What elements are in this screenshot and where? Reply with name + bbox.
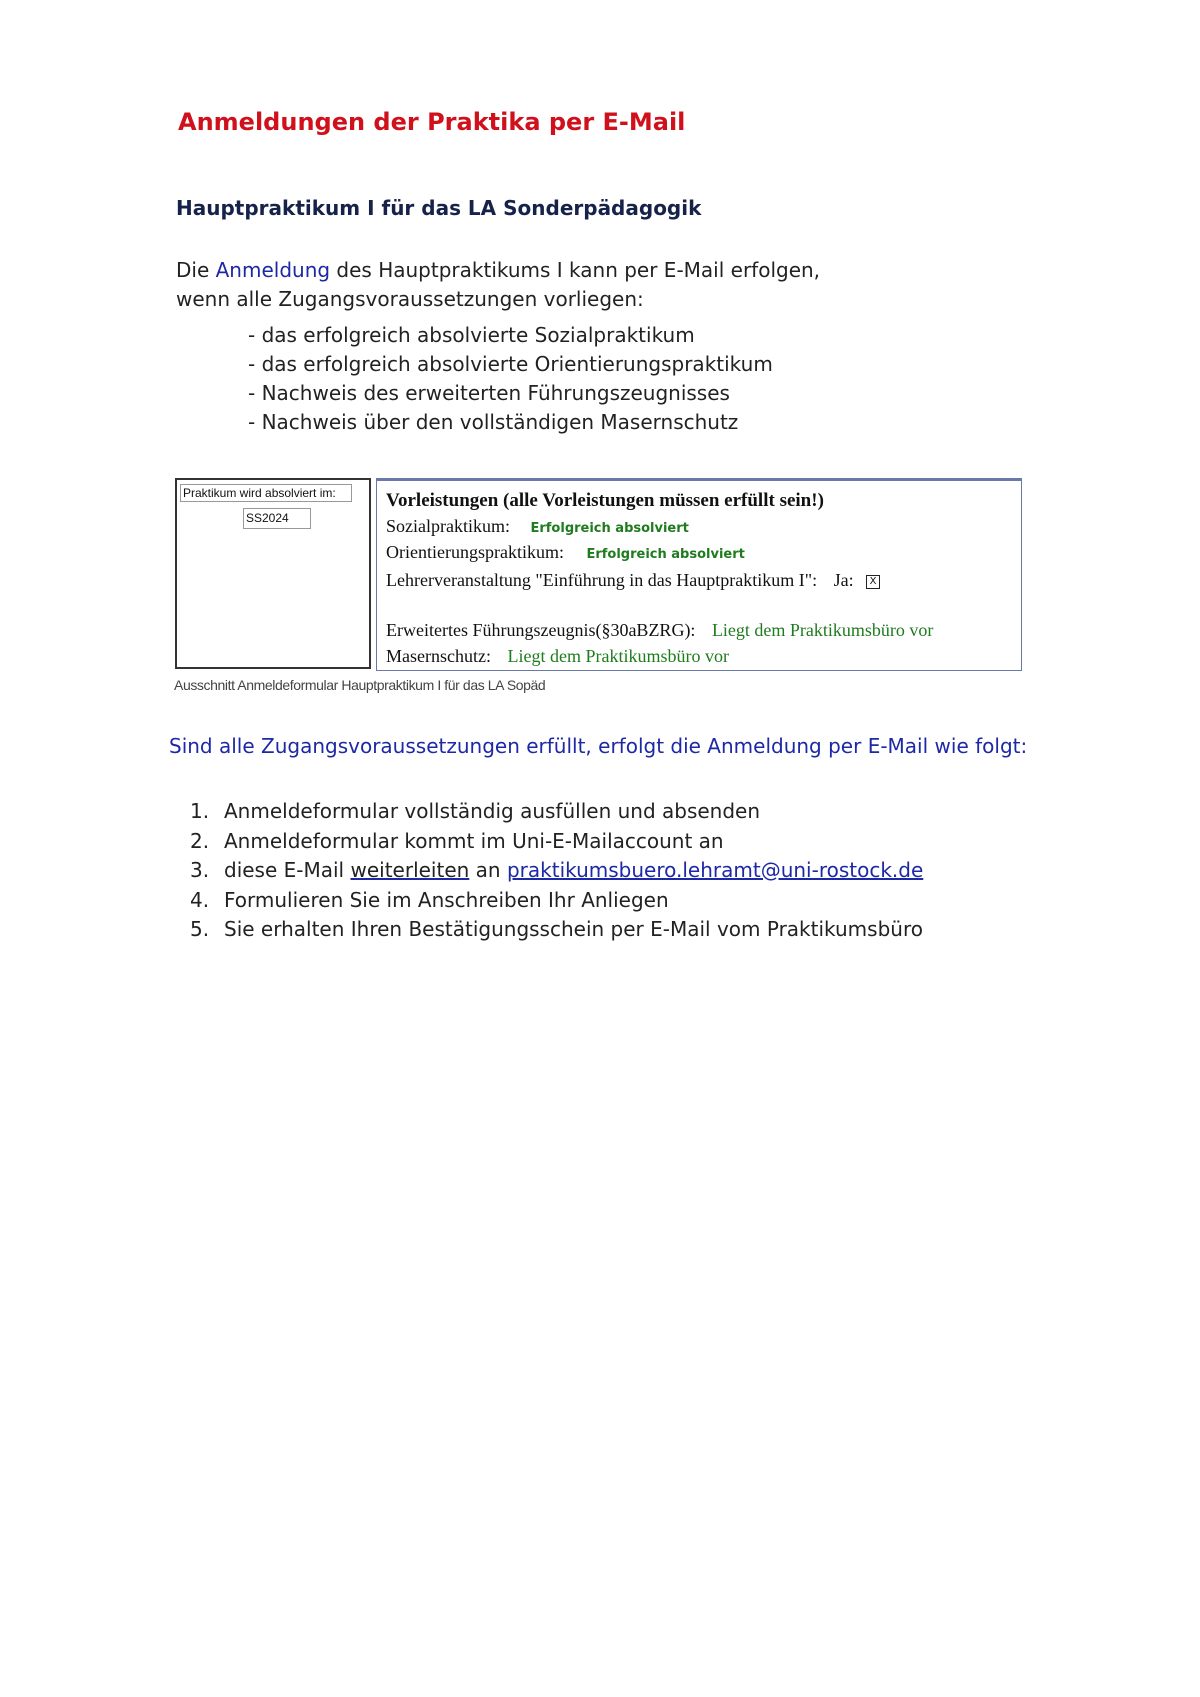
figure-caption: Ausschnitt Anmeldeformular Hauptpraktikum I für das LA Sopäd xyxy=(174,677,546,693)
step-item xyxy=(190,915,923,945)
masern-status: Liegt dem Praktikumsbüro vor xyxy=(507,646,729,666)
anmeldung-highlight: Anmeldung xyxy=(215,258,331,282)
intro-line-1 xyxy=(176,256,820,285)
step-item xyxy=(190,797,923,827)
requirement-item: - Nachweis des erweiterten Führungszeugnisses xyxy=(248,381,730,405)
section-heading: Hauptpraktikum I für das LA Sonderpädagogik xyxy=(176,196,702,220)
step-item xyxy=(190,856,923,886)
semester-field: SS2024 xyxy=(243,508,311,529)
semester-label: Praktikum wird absolviert im: xyxy=(180,484,352,502)
email-link[interactable]: praktikumsbuero.lehramt@uni-rostock.de xyxy=(506,858,924,882)
sozial-status: Erfolgreich absolviert xyxy=(530,521,689,536)
requirements-list xyxy=(248,321,773,437)
lehrer-label: Lehrerveranstaltung "Einführung in das Hauptpraktikum I": xyxy=(386,570,818,590)
lehrer-checkbox: X xyxy=(866,575,880,589)
orient-row xyxy=(386,542,745,563)
requirement-item: - das erfolgreich absolvierte Sozialpraktikum xyxy=(248,323,695,347)
step-item xyxy=(190,827,923,857)
step-number: 5. xyxy=(190,917,210,941)
step-number: 3. xyxy=(190,858,210,882)
orient-status: Erfolgreich absolviert xyxy=(586,547,745,562)
step-text-mid: an xyxy=(469,858,507,882)
intro-paragraph xyxy=(176,256,820,314)
masern-row xyxy=(386,646,729,667)
step-text: Formulieren Sie im Anschreiben Ihr Anliegen xyxy=(224,887,669,912)
fuehrung-row xyxy=(386,620,933,641)
step-text-pre: diese E-Mail xyxy=(224,858,351,882)
step-item xyxy=(190,886,923,916)
lehrer-ja: Ja: xyxy=(833,570,854,590)
step-text: Anmeldeformular vollständig ausfüllen und absenden xyxy=(224,799,761,823)
semester-panel xyxy=(175,478,371,669)
masern-label: Masernschutz: xyxy=(386,646,491,666)
lehrer-row xyxy=(386,570,880,591)
sozial-label: Sozialpraktikum: xyxy=(386,516,510,536)
intro-line-2: wenn alle Zugangsvoraussetzungen vorliegen: xyxy=(176,287,644,311)
fuehrung-label: Erweitertes Führungszeugnis(§30aBZRG): xyxy=(386,620,696,640)
step-number: 4. xyxy=(190,887,210,912)
fuehrung-status: Liegt dem Praktikumsbüro vor xyxy=(711,620,934,640)
intro-rest: des Hauptpraktikums I kann per E-Mail erfolgen, xyxy=(330,258,821,282)
step-text: Sie erhalten Ihren Bestätigungsschein per E-Mail vom Praktikumsbüro xyxy=(224,917,923,941)
steps-list xyxy=(190,797,923,945)
condition-text: Sind alle Zugangsvoraussetzungen erfüllt, erfolgt die Anmeldung per E-Mail wie folgt: xyxy=(169,734,1028,758)
page-title: Anmeldungen der Praktika per E-Mail xyxy=(178,108,686,136)
step-text: Anmeldeformular kommt im Uni-E-Mailaccount an xyxy=(224,828,724,853)
requirement-item: - Nachweis über den vollständigen Masernschutz xyxy=(248,410,739,434)
step-number: 1. xyxy=(190,799,210,823)
orient-label: Orientierungspraktikum: xyxy=(386,542,564,562)
prerequisites-heading: Vorleistungen (alle Vorleistungen müssen erfüllt sein!) xyxy=(386,490,824,511)
step-number: 2. xyxy=(190,828,210,853)
intro-prefix: Die xyxy=(176,258,216,282)
requirement-item: - das erfolgreich absolvierte Orientierungspraktikum xyxy=(248,352,773,376)
weiterleiten-text: weiterleiten xyxy=(350,858,470,882)
sozial-row xyxy=(386,516,689,537)
